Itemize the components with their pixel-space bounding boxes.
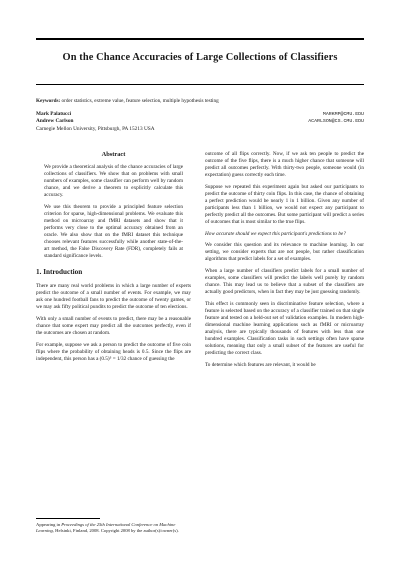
author-row bbox=[36, 111, 364, 118]
abstract-paragraph: We use this theorem to provide a principled feature selection criterion for sparse, high-dimensional problems. We evaluate this method on microarray and fMRI datasets and show that it performs very close to the optimal accuracy obtained from an oracle. We also show that on the fMRI dataset this technique chooses relevant features successfully while another state-of-the-art method, the False Discovery Rate (FDR), completely fails at standard significance levels. bbox=[44, 203, 183, 260]
body-paragraph: outcome of all flips correctly. Now, if we ask ten people to predict the outcome of the five flips, there is a much higher chance that someone will predict all outcomes perfectly. With thirty-two people, someone would (in expectation) guess correctly each time. bbox=[205, 151, 364, 179]
body-paragraph: This effect is commonly seen in discriminative feature selection, where a feature is selected based on the accuracy of a classifier trained on that single feature and tested on a held-out set of validation examples. In modern high-dimensional machine learning applications such as fMRI or microarray analysis, there are typically thousands of features with less than one hundred examples. Classification tasks in such settings often have sparse solutions, meaning that only a small subset of the features are useful for predicting the correct class. bbox=[205, 300, 364, 357]
author-email: MARKMP@CMU.EDU bbox=[322, 112, 364, 117]
body-paragraph: For example, suppose we ask a person to predict the outcome of five coin flips where the probability of obtaining heads is 0.5. Since the flips are independent, this person has a (0.5)⁵ = 1/32 chance of guessing the bbox=[36, 341, 191, 362]
keywords-line bbox=[36, 98, 364, 104]
research-question: How accurate should we expect this participant's predictions to be? bbox=[205, 230, 346, 237]
body-paragraph: When a large number of classifiers predict labels for a small number of examples, some classifiers will predict the labels well purely by random chance. This may lead us to believe that a subset of the classifiers are actually good predictors, when in fact they may be just guessing randomly. bbox=[205, 268, 364, 296]
abstract-body bbox=[36, 164, 191, 260]
section-heading: 1. Introduction bbox=[36, 268, 83, 277]
paper-title: On the Chance Accuracies of Large Collections of Classifiers bbox=[62, 52, 338, 63]
title-rule-top bbox=[36, 38, 364, 40]
body-paragraph: Suppose we repeated this experiment again but asked our participants to predict the outcome of thirty coin flips. In this case, the chance of obtaining a perfect prediction would be nearly 1 in 1 billion. Given any number of participants less than 1 billion, we would not expect any participant to perfectly predict all the outcomes. But some participant will predict a series of outcomes that is most similar to the true flips. bbox=[205, 183, 364, 226]
author-name: Mark Palatucci bbox=[36, 111, 72, 117]
footnote-venue: Proceedings of the 25th International Conference on Machine Learning bbox=[36, 522, 176, 534]
author-name: Andrew Carlson bbox=[36, 118, 74, 125]
footnote bbox=[36, 522, 191, 534]
title-rule-bottom bbox=[36, 84, 364, 85]
body-paragraph: We consider this question and its relevance to machine learning. In our setting, we consider experts that are not people, but rather classification algorithms that predict labels for a set of examples. bbox=[205, 242, 364, 263]
author-block bbox=[36, 111, 364, 133]
keywords-text: order statistics, extreme value, feature selection, multiple hypothesis testing bbox=[61, 98, 219, 104]
left-column bbox=[36, 150, 191, 368]
abstract-heading: Abstract bbox=[101, 151, 126, 158]
footnote-prefix: Appearing in bbox=[36, 522, 62, 527]
right-column bbox=[205, 151, 364, 373]
keywords-label: Keywords: bbox=[36, 98, 61, 104]
abstract-paragraph: We provide a theoretical analysis of the chance accuracies of large collections of classifiers. We show that on problems with small numbers of examples, some classifier can perform well by random chance, and we derive a theorem to explicitly calculate this accuracy. bbox=[44, 164, 183, 199]
affiliation: Carnegie Mellon University, Pittsburgh, PA 15213 USA bbox=[36, 125, 155, 132]
body-paragraph: With only a small number of events to predict, there may be a reasonable chance that some expert may predict all the outcomes perfectly, even if the outcomes are chosen at random. bbox=[36, 316, 191, 337]
author-row bbox=[36, 118, 364, 125]
body-paragraph: There are many real world problems in which a large number of experts predict the outcome of a small number of events. For example, we may ask one hundred football fans to predict the outcome of twenty games, or we may ask fifty political pundits to predict the outcome of ten elections. bbox=[36, 283, 191, 311]
body-paragraph: To determine which features are relevant, it would be bbox=[205, 361, 316, 368]
footnote-suffix: , Helsinki, Finland, 2008. Copyright 2008 by the author(s)/owner(s). bbox=[52, 528, 179, 534]
author-email: ACARLSON@CS.CMU.EDU bbox=[308, 119, 364, 125]
footnote-rule bbox=[36, 518, 100, 519]
